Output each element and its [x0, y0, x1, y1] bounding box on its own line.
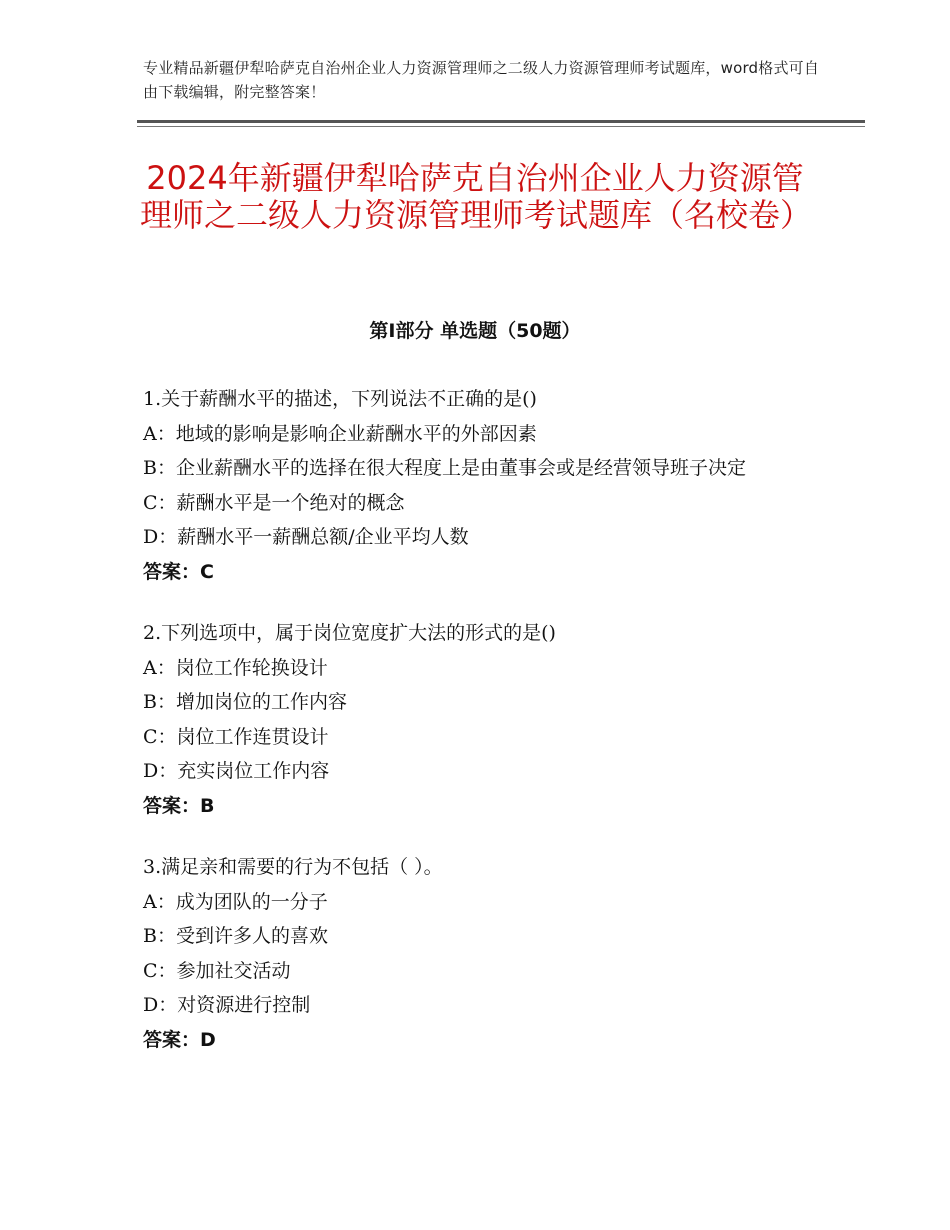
- option-b: B：企业薪酬水平的选择在很大程度上是由董事会或是经营领导班子决定: [143, 457, 746, 479]
- option-c: C：参加社交活动: [143, 959, 291, 982]
- question-list: [143, 382, 823, 1084]
- question-stem: 1.关于薪酬水平的描述，下列说法不正确的是(): [143, 388, 537, 410]
- document-title: 2024年新疆伊犁哈萨克自治州企业人力资源管理师之二级人力资源管理师考试题库（名校卷）: [140, 159, 813, 234]
- answer: 答案：D: [143, 1028, 216, 1051]
- option-b: B：增加岗位的工作内容: [143, 691, 347, 713]
- option-d: D：薪酬水平一薪酬总额/企业平均人数: [143, 526, 469, 548]
- option-b: B：受到许多人的喜欢: [143, 925, 328, 947]
- question-stem: 3.满足亲和需要的行为不包括（ ）。: [143, 856, 443, 878]
- question-stem: 2.下列选项中，属于岗位宽度扩大法的形式的是(): [143, 622, 556, 644]
- header-rule-thick: [137, 120, 865, 123]
- option-c: C：薪酬水平是一个绝对的概念: [143, 491, 405, 514]
- section-heading: 第Ⅰ部分 单选题（50题）: [369, 320, 581, 342]
- option-a: A：成为团队的一分子: [143, 890, 328, 913]
- option-a: A：岗位工作轮换设计: [143, 656, 328, 679]
- header-note: 专业精品新疆伊犁哈萨克自治州企业人力资源管理师之二级人力资源管理师考试题库，word格式可自由下载编辑，附完整答案！: [143, 59, 820, 101]
- header-rule-thin: [137, 126, 865, 127]
- question-2: [143, 616, 823, 823]
- option-d: D：充实岗位工作内容: [143, 760, 330, 782]
- option-c: C：岗位工作连贯设计: [143, 725, 329, 748]
- answer: 答案：B: [143, 794, 215, 817]
- question-1: [143, 382, 823, 589]
- question-3: [143, 850, 823, 1057]
- option-d: D：对资源进行控制: [143, 994, 311, 1016]
- option-a: A：地域的影响是影响企业薪酬水平的外部因素: [143, 422, 537, 445]
- answer: 答案：C: [143, 560, 214, 583]
